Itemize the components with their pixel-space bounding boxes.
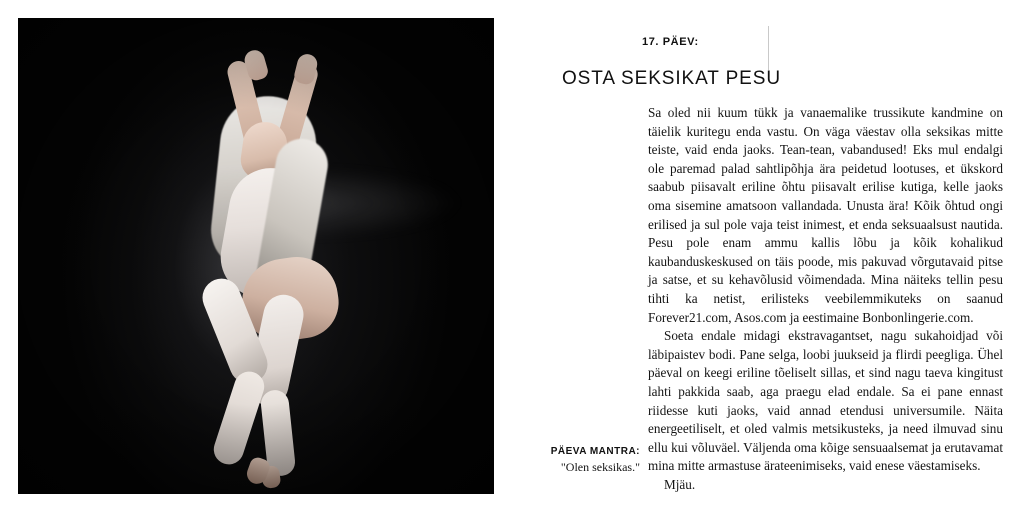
photo-figure: [18, 18, 494, 494]
article-paragraph-3: Mjäu.: [664, 476, 696, 492]
article-paragraph-1: Sa oled nii kuum tükk ja vanaemalike trussikute kandmine on täielik kuritegu enda vastu. On väga väestav olla seksikas mitte teiste, vaid enda jaoks. Tean-tean, vabandused! Eks mul endalgi ole paremad palad sahtlipõhja ära peidetud lootuses, et ükskord saabub piisavalt eriline õhtu piisavalt erilise kutiga, kelle jaoks oma sisemine amatsoon vallandada. Unusta ära! Kõik õhtud ongi erilised ja sul pole vaja teist inimest, et enda seksuaalsust nautida. Pesu pole enam ammu kallis lõbu ja kõik kohalikud kaubanduskeskused on täis poode, mis pakuvad võrgutavaid pitse ja satse, et su kehavõlusid võimendada. Mina näiteks tellin pesu tihti ka netist, erilisteks veebilemmikuteks on saanud Forever21.com, Asos.com ja eestimaine Bonbonlingerie.com.: [648, 105, 1003, 325]
article-body: [648, 104, 1003, 494]
daily-mantra: [540, 446, 640, 475]
mantra-text: "Olen seksikas.": [560, 460, 640, 474]
figure-front-shin-stocking: [210, 368, 268, 469]
article-paragraph-2: Soeta endale midagi ekstravagantset, nagu sukahoidjad või läbipaistev bodi. Pane selga, loobi juukseid ja flirdi peegliga. Ühel päeval on keegi eriline tõeliselt sillas, et sind nagu taeva kingitust lahti pakkida saab, aga praegu elad endale. Sa ei pane ennast riidesse kuti jaoks, vaid annad etendusi universumile. Näita energeetiliselt, et oled valmis metsikusteks, ja need ilmuvad sinu ellu kui võluväel. Väljenda oma kõige sensuaalsemat ja erutavamat mina mitte armastuse ärateenimiseks, vaid enese väestamiseks.: [648, 328, 1003, 474]
article-content: [540, 18, 1008, 494]
mantra-title: PÄEVA MANTRA:: [550, 446, 640, 457]
article-photo: [18, 18, 494, 494]
page-title: OSTA SEKSIKAT PESU: [562, 68, 781, 89]
day-label: 17. PÄEV:: [642, 36, 699, 48]
vertical-divider: [768, 26, 769, 70]
